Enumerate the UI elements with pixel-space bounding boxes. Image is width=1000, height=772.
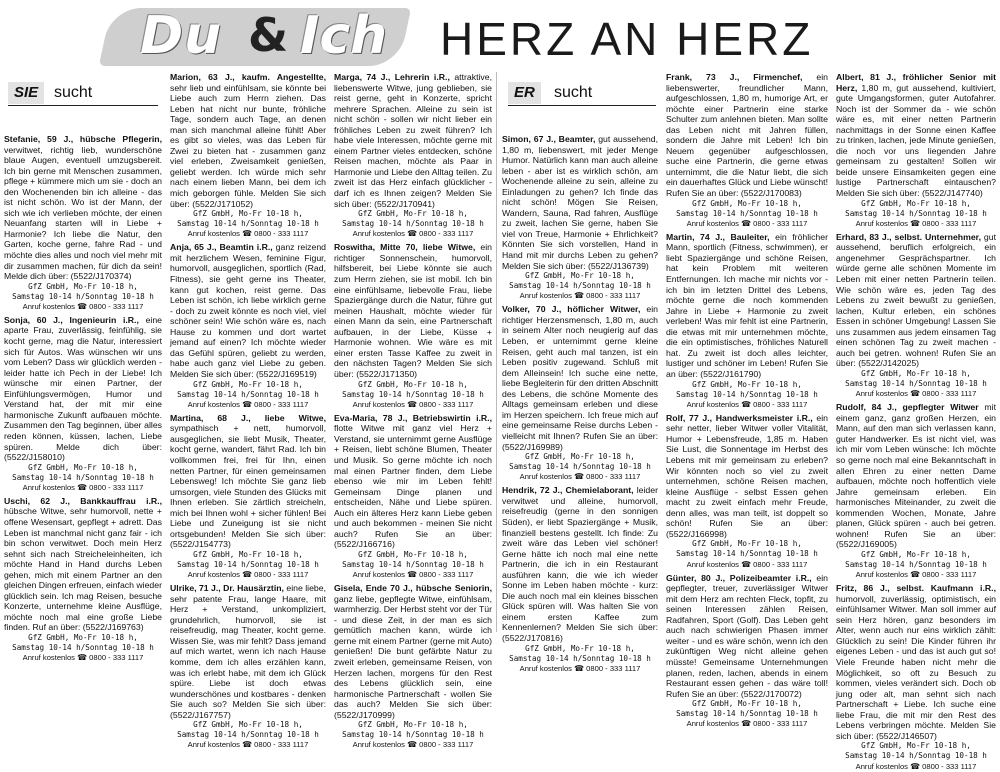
contact-hours: GfZ GmbH, Mo-Fr 10-18 h, (358, 209, 468, 219)
ad-contact (4, 282, 162, 312)
contact-hours: GfZ GmbH, Mo-Fr 10-18 h, (193, 720, 303, 730)
column-er-1 (502, 72, 658, 673)
personal-ad (666, 573, 828, 700)
contact-weekend: Samstag 10-14 h/Sonntag 10-18 h (676, 709, 818, 719)
ad-body: leider verwitwet und alleine, humorvoll, reisefreudig (gerne in den sonnigen Süden), er liebt Spaziergänge + Musik, finanziell bestens gestellt. Ich finde: Zu zweit wäre das Leben viel schöner! Gerne hätte ich noch mal eine nette Partnerin, die ich in ein Restaurant ausführen kann, die wie ich wieder Sonne im Leben haben möchte - kurz: Die auch noch mal ein kleines bisschen Glück spüren will. Was halten Sie von einem ersten Kaffee zum Kennenlernen? Melden Sie sich über: (5522/J170816) (502, 485, 658, 643)
ad-body: attraktive, liebenswerte Witwe, jung geblieben, sie reist gerne, geht in Konzerte, spricht mehrere Sprachen. Alleine zu sein ist nicht schön - sollen wir nicht lieber ein fröhliches Leben zu zweit führen? Ich habe viele Interessen, möchte gerne mit einem Partner vieles entdecken, schöne Reisen machen, möchte als Paar in Harmonie und Liebe den Alltag teilen. Zu zweit ist das Herz einfach glücklicher - darf ich es Ihnen zeigen? Melden Sie sich über: (5522/J170941) (334, 72, 492, 209)
contact-phone: Anruf kostenlos ☎ 0800 - 333 1117 (686, 399, 808, 409)
ad-body: ein gepflegter, treuer, zuverlässiger Witwer mit dem Herz am rechten Fleck, topfit, zu seinen Interessen zählen Reisen, Radfahren, Sport (Golf). Das Leben geht auch nach schwierigen Phasen immer weiter - und es wäre schön, wenn ich den zukünftigen Weg nicht alleine gehen müsste! Gemeinsame Unternehmungen planen, reden, lachen, abends in einem Restaurant essen gehen - das wäre toll! Rufen Sie an über: (5522/J170072) (666, 572, 828, 699)
ad-contact (170, 209, 326, 239)
contact-phone: Anruf kostenlos ☎ 0800 - 333 1117 (352, 570, 474, 580)
column-er-3 (836, 72, 996, 771)
contact-hours: GfZ GmbH, Mo-Fr 10-18 h, (358, 379, 468, 389)
contact-hours: GfZ GmbH, Mo-Fr 10-18 h, (28, 462, 138, 472)
contact-hours: GfZ GmbH, Mo-Fr 10-18 h, (861, 741, 971, 751)
contact-hours: GfZ GmbH, Mo-Fr 10-18 h, (861, 198, 971, 208)
ad-body: ganz liebe, gepflegte Witwe, einfühlsam, warmherzig. Der Herbst steht vor der Tür - und diese Zeit, in der man es sich gemütlich machen kann, würde ich gerne mit einem Partner (gerne mit Auto) genießen! Die bunt gefärbte Natur zu zweit erleben, gemeinsame Reisen, von Herzen lachen, morgens für den Rest des Lebens glücklich sein, eine harmonische Partnerschaft - wollen Sie das auch? Melden Sie sich über: (5522/J170999) (334, 593, 492, 720)
ad-body: gut aussehend, beruflich erfolgreich, ein angenehmer Gesprächspartner. Ich würde gerne alle schönen Momente im Leben mit einer netten Partnerin teilen. Wie schön wäre es, jeden Tag des Lebens zu zweit bewußt zu genießen, lachen, Kultur erleben, ein schönes Essen in schöner Umgebung! Lassen Sie uns zusammen aus jedem einsamen Tag einen schönen Tag zu zweit machen - auch bei getren. wohnen! Rufen Sie an über: (5522/J142025) (836, 231, 996, 369)
contact-phone: Anruf kostenlos ☎ 0800 - 333 1117 (22, 482, 144, 492)
contact-weekend: Samstag 10-14 h/Sonntag 10-18 h (342, 730, 484, 740)
contact-hours: GfZ GmbH, Mo-Fr 10-18 h, (193, 549, 303, 559)
sie-tag: SIE (8, 82, 44, 104)
contact-phone: Anruf kostenlos ☎ 0800 - 333 1117 (352, 229, 474, 239)
contact-weekend: Samstag 10-14 h/Sonntag 10-18 h (342, 559, 484, 569)
contact-hours: GfZ GmbH, Mo-Fr 10-18 h, (692, 699, 802, 709)
contact-hours: GfZ GmbH, Mo-Fr 10-18 h, (525, 271, 635, 281)
ad-headline: Rolf, 77 J., Handwerksmeister i.R., (666, 412, 813, 423)
ad-contact (502, 644, 658, 674)
ad-headline: Marga, 74 J., Lehrerin i.R., (334, 72, 450, 82)
contact-hours: GfZ GmbH, Mo-Fr 10-18 h, (861, 549, 971, 559)
ad-headline: Hendrik, 72 J., Chemielaborant, (502, 485, 634, 496)
section-divider (496, 72, 497, 632)
page-title: HERZ AN HERZ (440, 13, 814, 65)
contact-phone: Anruf kostenlos ☎ 0800 - 333 1117 (187, 570, 309, 580)
ad-headline: Marion, 63 J., kaufm. Angestellte, (170, 72, 326, 82)
contact-weekend: Samstag 10-14 h/Sonntag 10-18 h (509, 462, 651, 472)
ad-contact (334, 380, 492, 410)
contact-hours: GfZ GmbH, Mo-Fr 10-18 h, (692, 379, 802, 389)
phone-icon: ☎ (741, 218, 752, 228)
contact-weekend: Samstag 10-14 h/Sonntag 10-18 h (509, 653, 651, 663)
contact-phone: Anruf kostenlos ☎ 0800 - 333 1117 (519, 291, 641, 301)
contact-weekend: Samstag 10-14 h/Sonntag 10-18 h (509, 281, 651, 291)
ad-headline: Martina, 68 J., liebe Witwe, (170, 412, 326, 423)
ad-contact (334, 550, 492, 580)
personal-ad (170, 583, 326, 720)
ad-headline: Martin, 74 J., Bauleiter, (666, 231, 770, 242)
personal-ad (666, 72, 828, 199)
personal-ad (334, 413, 492, 550)
contact-hours: GfZ GmbH, Mo-Fr 10-18 h, (28, 281, 138, 291)
ad-contact (666, 699, 828, 729)
ad-headline: Rudolf, 84 J., gepflegter Witwer (836, 402, 979, 413)
ad-headline: Roswitha, Mitte 70, liebe Witwe, (334, 242, 476, 253)
phone-icon: ☎ (741, 559, 752, 569)
phone-icon: ☎ (77, 653, 88, 663)
ad-contact (502, 271, 658, 301)
contact-phone: Anruf kostenlos ☎ 0800 - 333 1117 (855, 389, 977, 399)
contact-weekend: Samstag 10-14 h/Sonntag 10-18 h (845, 379, 987, 389)
page-header (0, 0, 1000, 72)
phone-icon: ☎ (741, 399, 752, 409)
phone-icon: ☎ (242, 740, 253, 750)
contact-hours: GfZ GmbH, Mo-Fr 10-18 h, (358, 549, 468, 559)
contact-phone: Anruf kostenlos ☎ 0800 - 333 1117 (855, 761, 977, 771)
ad-contact (666, 380, 828, 410)
logo-du: Du (140, 6, 223, 66)
ad-body: mit einem ganz, ganz großen Herzen, ein Mann, auf den man sich verlassen kann, guter Handwerker. Es ist nicht viel, was ich mir vom Leben wünsche: Ich möchte so gerne noch mal eine Bekanntschaft in allen Ehren zu einer netten Dame aufbauen, möchte noch hoffentlich viele Jahre gemeinsam erleben. Ein harmonisches Miteinander, zu zweit die kommenden Wochen, Monate, Jahre planen, Glück spüren - auch bei getren. wohnen! Rufen Sie an über: (5522/J169005) (836, 402, 996, 550)
ad-headline: Eva-Maria, 78 J., Betriebswirtin i.R., (334, 412, 492, 423)
ad-contact (4, 463, 162, 493)
ad-body: ein sehr netter, lieber Witwer voller Vitalität, Humor + Lebensfreude, 1,85 m. Haben Sie Lust, die Sonnentage im Herbst des Lebens mit mir gemeinsam zu erleben? Wir könnten noch so viel zu zweit unternehmen, schöne Reisen machen, kleine Ausflüge - selbst Essen gehen macht zu zweit einfach mehr Freude, denn alles, was man teilt, ist doppelt so schön! Rufen Sie an über: (5522/J166998) (666, 412, 828, 539)
ad-contact (334, 720, 492, 750)
contact-hours: GfZ GmbH, Mo-Fr 10-18 h, (861, 368, 971, 378)
phone-icon: ☎ (242, 570, 253, 580)
contact-weekend: Samstag 10-14 h/Sonntag 10-18 h (845, 751, 987, 761)
ad-contact (170, 550, 326, 580)
contact-phone: Anruf kostenlos ☎ 0800 - 333 1117 (519, 472, 641, 482)
er-tag: ER (508, 82, 541, 104)
personal-ad (666, 232, 828, 380)
ad-headline: Günter, 80 J., Polizeibeamter i.R., (666, 572, 812, 583)
personal-ad (334, 72, 492, 209)
ad-body: ein liebenswerter, freundlicher Mann, aufgeschlossen, 1,80 m, humorige Art, er möchte einer Partnerin eine starke Schulter zum anlehnen bieten. Man sollte das Leben nicht mit Jahren füllen, sondern die Jahre mit Leben! Ich bin Neuem gegenüber aufgeschlossen, suche eine Partnerin, die gerne etwas unternimmt, die die Natur liebt, die sich ein dauerhaftes Glück und Liebe wünscht! Rufen Sie an über: (5522/J170083) (666, 72, 829, 199)
contact-hours: GfZ GmbH, Mo-Fr 10-18 h, (193, 209, 303, 219)
ad-contact (836, 741, 996, 771)
phone-icon: ☎ (242, 229, 253, 239)
contact-phone: Anruf kostenlos ☎ 0800 - 333 1117 (855, 218, 977, 228)
phone-icon: ☎ (574, 663, 585, 673)
ad-body: sympathisch + nett, humorvoll, ausgeglichen, sie liebt Musik, Theater, kocht gerne, wandert, fährt Rad. Ich bin vollkommen frei, frei für Ihn, einen netten Partner, für einen gemeinsamen Lebensweg! Ich möchte Sie ganz lieb umsorgen, viele Stunden des Glücks mit Ihnen erleben. Sie zärtlich streicheln, mich bei Ihnen wohl + sicher fühlen! Bei Liebe und Zuneigung ist sie nicht ortsgebunden! Melden Sie sich über: (5522/J154773) (170, 423, 326, 550)
ad-body: ein richtiger Sonnenschein, humorvoll, hilfsbereit, bei Liebe könnte sie auch zum Herrn ziehen, sie ist mobil. Ich bin eine einfühlsame, liebevolle Frau, liebe Spaziergänge durch die Natur, führe gut meinen Haushalt, möchte wieder für einen Mann da sein, eine Partnerschaft aufbauen, in der Liebe, Küsse + Harmonie wohnen. Wie wäre es mit einer ersten Tasse Kaffee zu zweit in den nächsten Tagen? Melden Sie sich über: (5522/J171350) (334, 242, 492, 379)
contact-phone: Anruf kostenlos ☎ 0800 - 333 1117 (352, 399, 474, 409)
contact-hours: GfZ GmbH, Mo-Fr 10-18 h, (28, 632, 138, 642)
contact-weekend: Samstag 10-14 h/Sonntag 10-18 h (342, 389, 484, 399)
ad-headline: Uschi, 62 J., Bankkauffrau i.R., (4, 495, 162, 506)
contact-weekend: Samstag 10-14 h/Sonntag 10-18 h (676, 389, 818, 399)
ad-body: humorvoll, zuverlässig, optimistisch, ein einfühlsamer Witwer. Man soll immer auf sein Herz hören, ganz besonders im Alter, wenn auch nur eins wirklich zählt: Glücklich zu sein! Die Kinder führen ihr eigenes Leben - und das ist auch gut so! Viele Freunde haben nicht mehr die Möglichkeit, so oft zu Besuch zu kommen, vieles verändert sich. Doch ob jung oder alt, man sehnt sich nach Partnerschaft + Liebe. Ich suche eine liebe Frau, die mit mir den Rest des Lebens verbringen möchte. Melden Sie sich über: (5522/J146507) (836, 593, 996, 741)
ad-contact (836, 199, 996, 229)
personal-ad (502, 304, 658, 452)
logo-ampersand: & (248, 8, 289, 62)
personal-ad (4, 315, 162, 463)
phone-icon: ☎ (910, 570, 921, 580)
phone-icon: ☎ (910, 389, 921, 399)
contact-hours: GfZ GmbH, Mo-Fr 10-18 h, (525, 452, 635, 462)
ad-body: eine aparte Frau, zuverlässig, feinfühlig, sie kocht gerne, mag die Natur, interessiert sich für Autos. Was wünschen wir uns vom Leben? Dass wir glücklich werden - leider hatte ich Pech in der Liebe! Ich wünsche mir einen Partner, der Einfühlungsvermögen, Humor und Verstand hat, der mit mir eine harmonische Zukunft aufbauen möchte. Zusammen den Tag beginnen, über alles reden können, küssen, lachen, Liebe spüren. Melde dich über: (5522/J158010) (4, 314, 163, 463)
personal-ad (836, 232, 996, 369)
contact-weekend: Samstag 10-14 h/Sonntag 10-18 h (177, 730, 319, 740)
ad-body: sehr lieb und einfühlsam, sie könnte bei Liebe auch zum Herrn ziehen. Das Leben hat nicht nur bunte, fröhliche Tage, sondern auch Tage, an denen man sich manchmal alleine fühlt! Aber es gibt so vieles, was das Leben für Zwei zu bieten hat - zusammen ganz viel erleben, Zweisamkeit genießen, geliebt werden. Ich würde mich sehr nach einem lieben Mann, bei dem ich mich geborgen fühle. Melden Sie sich über: (5522/J171052) (170, 82, 326, 209)
column-sie-1 (4, 72, 163, 663)
contact-hours: GfZ GmbH, Mo-Fr 10-18 h, (525, 643, 635, 653)
ad-headline: Sonja, 60 J., Ingenieurin i.R., (4, 314, 139, 325)
contact-weekend: Samstag 10-14 h/Sonntag 10-18 h (177, 559, 319, 569)
phone-icon: ☎ (407, 229, 418, 239)
contact-phone: Anruf kostenlos ☎ 0800 - 333 1117 (22, 301, 144, 311)
contact-weekend: Samstag 10-14 h/Sonntag 10-18 h (845, 208, 987, 218)
personal-ad (4, 496, 162, 633)
contact-hours: GfZ GmbH, Mo-Fr 10-18 h, (358, 720, 468, 730)
phone-icon: ☎ (741, 719, 752, 729)
personal-ad (666, 413, 828, 540)
personal-ad (170, 413, 326, 550)
contact-weekend: Samstag 10-14 h/Sonntag 10-18 h (12, 643, 154, 653)
contact-phone: Anruf kostenlos ☎ 0800 - 333 1117 (187, 740, 309, 750)
contact-weekend: Samstag 10-14 h/Sonntag 10-18 h (676, 549, 818, 559)
personal-ad (502, 134, 658, 271)
personal-ad (4, 134, 162, 282)
contact-phone: Anruf kostenlos ☎ 0800 - 333 1117 (686, 559, 808, 569)
sie-underline (8, 105, 158, 106)
contact-weekend: Samstag 10-14 h/Sonntag 10-18 h (676, 208, 818, 218)
contact-phone: Anruf kostenlos ☎ 0800 - 333 1117 (22, 653, 144, 663)
column-sie-3 (334, 72, 492, 750)
personal-ad (334, 242, 492, 379)
ad-headline: Anja, 65 J., Beamtin i.R., (170, 242, 273, 253)
ad-body: flotte Witwe mit ganz viel Herz + Verstand, sie unternimmt gerne Ausflüge + Reisen, liebt schöne Blumen, Theater und Musik. So gerne möchte ich noch mal einen Partner finden, dem Liebe ebenso wie mir im Leben fehlt! Gemeinsam Dinge planen und entscheiden, Nähe und Liebe spüren. Auch ein älteres Herz kann Liebe geben und auch bekommen - meinen Sie nicht auch? Rufen Sie an über: (5522/J166716) (334, 423, 492, 550)
contact-hours: GfZ GmbH, Mo-Fr 10-18 h, (692, 539, 802, 549)
sie-sucht-word: sucht (54, 84, 93, 101)
ad-body: ein richtiger Herzensmensch, 1,80 m, auch in seinem Alter noch neugierig auf das Leben, er unternimmt gerne kleine Reisen, geht auch mal tanzen, ist ein Leben positiv zugewand. Schluß mit dem Alleinsein! Ich suche eine nette, liebe Begleiterin für den dritten Abschnitt des Lebens, die schöne Momente des Alltags gemeinsam erleben und diese im Herzen speichern. Ich freue mich auf eine gemeinsame Reise durchs Leben - vielleicht mit Ihnen? Rufen Sie an über: (5522/J169989) (502, 304, 658, 452)
contact-phone: Anruf kostenlos ☎ 0800 - 333 1117 (187, 229, 309, 239)
ad-headline: Stefanie, 59 J., hübsche Pflegerin, (4, 134, 162, 144)
er-sucht-word: sucht (554, 84, 593, 101)
ad-contact (4, 633, 162, 663)
ad-contact (170, 380, 326, 410)
phone-icon: ☎ (77, 482, 88, 492)
logo-ich: Ich (300, 6, 388, 66)
ad-body: hübsche Witwe, sehr humorvoll, nette + offene Wesensart, gepflegt + adrett. Das Leben ist manchmal nicht ganz fair - ich bin schon verwitwet. Doch mein Herz sehnt sich nach Streicheleinheiten, ich möchte Hand in Hand durchs Leben gehen, mich mit einem Partner an den gleichen Dingen erfreuen, einfach wieder glücklich sein. Ich mag Reisen, besuche Konzerte, unternehme kleine Ausflüge, möchte noch mal eine große Liebe finden. Ruf an über: (5522/J169763) (4, 506, 162, 633)
personal-ad (836, 72, 996, 199)
personal-ad (836, 402, 996, 550)
contact-hours: GfZ GmbH, Mo-Fr 10-18 h, (193, 379, 303, 389)
ad-body: ganz reizend mit herzlichem Wesen, feminine Figur, humorvoll, ausgeglichen, sportlich (Rad, Fitness), sie geht gerne ins Theater, kann gut kochen, reist gerne. Das Leben ist schön, ich liebe wirklich gerne - doch zu zweit könnte es noch viel, viel schöner sein! Wie schön wäre es, nach Hause zu kommen und dort wartet jemand auf einen? Ich möchte wieder das Gefühl spüren, geliebt zu werden, habe auch ganz viel Liebe zu geben. Melden Sie sich über: (5522/J169519) (170, 242, 326, 379)
ad-contact (334, 209, 492, 239)
phone-icon: ☎ (574, 472, 585, 482)
ad-contact (666, 199, 828, 229)
personal-ad (170, 242, 326, 379)
contact-hours: GfZ GmbH, Mo-Fr 10-18 h, (692, 198, 802, 208)
ad-contact (666, 539, 828, 569)
contact-phone: Anruf kostenlos ☎ 0800 - 333 1117 (686, 218, 808, 228)
contact-weekend: Samstag 10-14 h/Sonntag 10-18 h (12, 472, 154, 482)
phone-icon: ☎ (574, 291, 585, 301)
contact-phone: Anruf kostenlos ☎ 0800 - 333 1117 (519, 663, 641, 673)
ad-headline: Volker, 70 J., höflicher Witwer, (502, 304, 641, 315)
contact-phone: Anruf kostenlos ☎ 0800 - 333 1117 (352, 740, 474, 750)
ad-body: eine liebe, sehr patente Frau, lange Haare, mit Herz + Verstand, unkompliziert, grundehrlich, humorvoll, sie ist reisefreudig, mag Theater, kocht gerne. Wissen Sie, was mir fehlt? Dass jemand auf mich wartet, wenn ich nach Hause komme, dem ich alles erzählen kann, was ich erlebt habe, mit dem ich Glück spüre. Liebe ist doch etwas wunderschönes und kostbares - denken Sie auch so? Melden Sie sich über: (5522/J167757) (170, 583, 326, 720)
ad-body: verwitwet, richtig lieb, wunderschöne blaue Augen, eventuell umzugsbereit. Ich bin gerne mit Menschen zusammen, pflege + kümmere mich um sie - doch an den Wochenenden bin ich alleine - das ist nicht schön. Wo ist der Mann, der sich wie ich verlieben möchte, der einen Neuanfang starten will in Liebe + Harmonie? Ich liebe die Natur, den Garten, koche gerne, fahre Rad - und möchte dies alles und noch viel mehr mit dir zusammen machen, für dich da sein! Melde dich über: (5522/J170374) (4, 144, 162, 282)
ad-headline: Frank, 73 J., Firmenchef, (666, 72, 803, 82)
ad-contact (836, 369, 996, 399)
ad-contact (170, 720, 326, 750)
er-sucht-heading (502, 72, 658, 134)
ad-headline: Simon, 67 J., Beamter, (502, 134, 596, 144)
contact-weekend: Samstag 10-14 h/Sonntag 10-18 h (177, 389, 319, 399)
ad-headline: Erhard, 83 J., selbst. Unternehmer, (836, 231, 981, 242)
contact-weekend: Samstag 10-14 h/Sonntag 10-18 h (12, 291, 154, 301)
contact-weekend: Samstag 10-14 h/Sonntag 10-18 h (342, 219, 484, 229)
contact-phone: Anruf kostenlos ☎ 0800 - 333 1117 (686, 719, 808, 729)
phone-icon: ☎ (407, 570, 418, 580)
ad-contact (502, 452, 658, 482)
phone-icon: ☎ (910, 761, 921, 771)
ad-body: ein fröhlicher Mann, sportlich (Fitness, schwimmen), er liebt Spaziergänge und schöne Reisen, hat kein Problem mit weiteren Entfernungen. Ich mache mir nichts vor - ich bin im letzten Drittel des Lebens, möchte gerne die noch kommenden Jahre in Liebe + Harmonie zu zweit verleben! Was mir fehlt ist eine Partnerin, die etwas mit mir unternehmen möchte, die ein optimistisches, fröhliches Naturell hat. Zu zweit ist doch alles leichter, lustiger und schöner im Leben! Rufen Sie an über: (5522/J161790) (666, 231, 828, 379)
contact-phone: Anruf kostenlos ☎ 0800 - 333 1117 (187, 399, 309, 409)
contact-phone: Anruf kostenlos ☎ 0800 - 333 1117 (855, 570, 977, 580)
er-underline (508, 105, 656, 106)
contact-weekend: Samstag 10-14 h/Sonntag 10-18 h (845, 559, 987, 569)
column-sie-2 (170, 72, 326, 750)
sie-sucht-heading (4, 72, 162, 134)
contact-weekend: Samstag 10-14 h/Sonntag 10-18 h (177, 219, 319, 229)
ad-headline: Fritz, 86 J., selbst. Kaufmann i.R., (836, 583, 996, 594)
personal-ad (334, 583, 492, 720)
phone-icon: ☎ (77, 301, 88, 311)
column-er-2 (666, 72, 829, 729)
ad-contact (836, 550, 996, 580)
phone-icon: ☎ (407, 740, 418, 750)
ad-headline: Ulrike, 71 J., Dr. Hausärztin, (170, 583, 284, 594)
ad-headline: Albert, 81 J., fröhlicher Senior mit Herz, (836, 72, 996, 93)
ad-body: 1,80 m, gut aussehend, kultiviert, gute Umgangsformen, guter Autofahrer. Noch ist der Sommer da - wie schön wäre es, mit einer netten Partnerin nachmittags in der Sonne einen Kaffee zu trinken, lachen, jede Minute genießen, die noch vor uns liegenden Jahre gemeinsam zu gestalten! Sollen wir beide unsere Einsamkeiten gegen eine lustige Partnerschaft eintauschen? Melden Sie sich über: (5522/J147740) (836, 82, 996, 199)
phone-icon: ☎ (910, 218, 921, 228)
personal-ad (502, 485, 658, 643)
personal-ad (170, 72, 326, 209)
ad-headline: Gisela, Ende 70 J., hübsche Seniorin, (334, 583, 492, 594)
phone-icon: ☎ (407, 399, 418, 409)
personal-ad (836, 583, 996, 741)
phone-icon: ☎ (242, 399, 253, 409)
ad-body: gut aussehend, 1,80 m, liebenswert, mit jeder Menge Humor. Natürlich kann man auch alleine leben - aber ist es wirklich schön, am Wochenende alleine zu sein, alleine zu Einladungen zu gehen? Ich finde das nicht schön! Mögen Sie Reisen, Wandern, Sauna, Rad fahren, Ausflüge zu zweit, lachen Sie gerne, haben Sie viel von Treue, Harmonie + Ehrlichkeit? Könnten Sie sich vorstellen, Hand in Hand mit mir durchs Leben zu gehen? Melden Sie sich über: (5522/J136739) (502, 134, 658, 271)
